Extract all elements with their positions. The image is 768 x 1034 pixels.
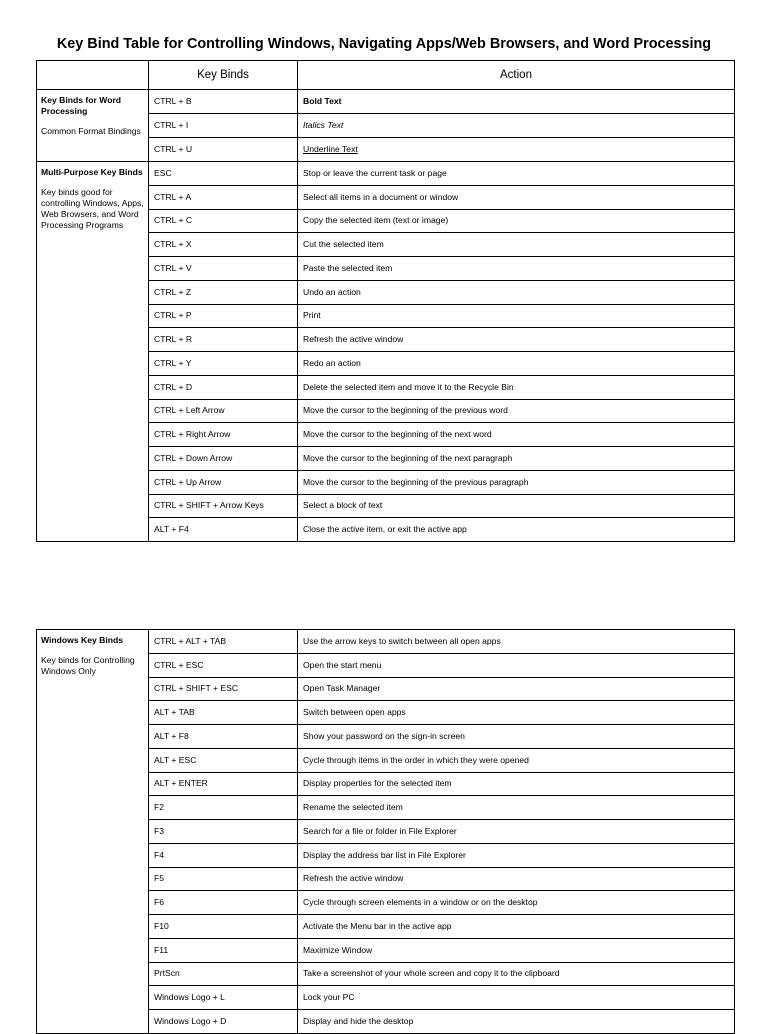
key-bind-cell: ESC — [149, 162, 298, 186]
key-bind-cell: CTRL + Up Arrow — [149, 470, 298, 494]
action-cell: Move the cursor to the beginning of the next word — [298, 423, 735, 447]
key-bind-cell: Windows Logo + L — [149, 986, 298, 1010]
key-bind-cell: ALT + ESC — [149, 748, 298, 772]
action-cell: Show your password on the sign-in screen — [298, 725, 735, 749]
action-cell: Use the arrow keys to switch between all open apps — [298, 630, 735, 654]
action-cell: Activate the Menu bar in the active app — [298, 915, 735, 939]
action-cell: Refresh the active window — [298, 328, 735, 352]
key-bind-cell: Windows Logo + D — [149, 1010, 298, 1034]
key-bind-cell: ALT + ENTER — [149, 772, 298, 796]
header-action: Action — [298, 61, 735, 90]
key-bind-cell: F2 — [149, 796, 298, 820]
key-bind-cell: CTRL + U — [149, 138, 298, 162]
key-bind-cell: CTRL + Right Arrow — [149, 423, 298, 447]
action-cell: Switch between open apps — [298, 701, 735, 725]
action-cell: Copy the selected item (text or image) — [298, 209, 735, 233]
action-cell: Select a block of text — [298, 494, 735, 518]
header-key-binds: Key Binds — [149, 61, 298, 90]
keybind-table-windows — [36, 629, 735, 1034]
key-bind-cell: PrtScn — [149, 962, 298, 986]
action-cell: Display and hide the desktop — [298, 1010, 735, 1034]
action-cell: Move the cursor to the beginning of the next paragraph — [298, 447, 735, 471]
key-bind-cell: CTRL + P — [149, 304, 298, 328]
key-bind-cell: CTRL + B — [149, 90, 298, 114]
key-bind-cell: CTRL + X — [149, 233, 298, 257]
page-title: Key Bind Table for Controlling Windows, Navigating Apps/Web Browsers, and Word Processing — [56, 36, 712, 52]
table-row — [37, 90, 735, 114]
action-cell: Search for a file or folder in File Explorer — [298, 820, 735, 844]
key-bind-cell: CTRL + SHIFT + ESC — [149, 677, 298, 701]
key-bind-cell: F6 — [149, 891, 298, 915]
section-title: Windows Key Binds — [41, 635, 124, 645]
section-description: Key binds for Controlling Windows Only — [41, 655, 135, 676]
action-cell: Italics Text — [298, 114, 735, 138]
header-row — [37, 61, 735, 90]
key-bind-cell: F11 — [149, 938, 298, 962]
key-bind-cell: CTRL + ALT + TAB — [149, 630, 298, 654]
key-bind-cell: CTRL + I — [149, 114, 298, 138]
key-bind-cell: F3 — [149, 820, 298, 844]
action-cell: Undo an action — [298, 280, 735, 304]
header-blank — [37, 61, 149, 90]
action-cell: Open the start menu — [298, 653, 735, 677]
key-bind-cell: CTRL + Y — [149, 352, 298, 376]
action-cell: Paste the selected item — [298, 257, 735, 281]
section-cell — [37, 630, 149, 1034]
key-bind-cell: CTRL + Down Arrow — [149, 447, 298, 471]
section-cell — [37, 162, 149, 542]
action-cell: Take a screenshot of your whole screen and copy it to the clipboard — [298, 962, 735, 986]
key-bind-cell: ALT + F4 — [149, 518, 298, 542]
key-bind-cell: CTRL + C — [149, 209, 298, 233]
action-cell: Bold Text — [298, 90, 735, 114]
action-cell: Move the cursor to the beginning of the previous word — [298, 399, 735, 423]
table-row — [37, 162, 735, 186]
action-cell: Delete the selected item and move it to the Recycle Bin — [298, 375, 735, 399]
action-cell: Close the active item, or exit the active app — [298, 518, 735, 542]
action-cell: Print — [298, 304, 735, 328]
section-description: Key binds good for controlling Windows, Apps, Web Browsers, and Word Processing Programs — [41, 187, 144, 230]
section-title: Multi-Purpose Key Binds — [41, 167, 143, 177]
action-cell: Refresh the active window — [298, 867, 735, 891]
action-cell: Select all items in a document or window — [298, 185, 735, 209]
table-row — [37, 630, 735, 654]
key-bind-cell: CTRL + V — [149, 257, 298, 281]
key-bind-cell: ALT + F8 — [149, 725, 298, 749]
action-cell: Stop or leave the current task or page — [298, 162, 735, 186]
keybind-table-main — [36, 60, 735, 542]
key-bind-cell: CTRL + Z — [149, 280, 298, 304]
key-bind-cell: ALT + TAB — [149, 701, 298, 725]
action-cell: Open Task Manager — [298, 677, 735, 701]
key-bind-cell: F10 — [149, 915, 298, 939]
action-cell: Maximize Window — [298, 938, 735, 962]
action-cell: Display properties for the selected item — [298, 772, 735, 796]
section-description: Common Format Bindings — [41, 126, 141, 136]
action-cell: Move the cursor to the beginning of the previous paragraph — [298, 470, 735, 494]
key-bind-cell: CTRL + D — [149, 375, 298, 399]
action-cell: Cut the selected item — [298, 233, 735, 257]
key-bind-cell: CTRL + SHIFT + Arrow Keys — [149, 494, 298, 518]
action-cell: Lock your PC — [298, 986, 735, 1010]
action-cell: Rename the selected item — [298, 796, 735, 820]
action-cell: Cycle through items in the order in which they were opened — [298, 748, 735, 772]
section-cell — [37, 90, 149, 162]
key-bind-cell: F4 — [149, 843, 298, 867]
action-cell: Underline Text — [298, 138, 735, 162]
key-bind-cell: CTRL + A — [149, 185, 298, 209]
key-bind-cell: CTRL + R — [149, 328, 298, 352]
action-cell: Display the address bar list in File Explorer — [298, 843, 735, 867]
key-bind-cell: F5 — [149, 867, 298, 891]
key-bind-cell: CTRL + Left Arrow — [149, 399, 298, 423]
key-bind-cell: CTRL + ESC — [149, 653, 298, 677]
section-title: Key Binds for Word Processing — [41, 95, 122, 116]
action-cell: Redo an action — [298, 352, 735, 376]
action-cell: Cycle through screen elements in a window or on the desktop — [298, 891, 735, 915]
